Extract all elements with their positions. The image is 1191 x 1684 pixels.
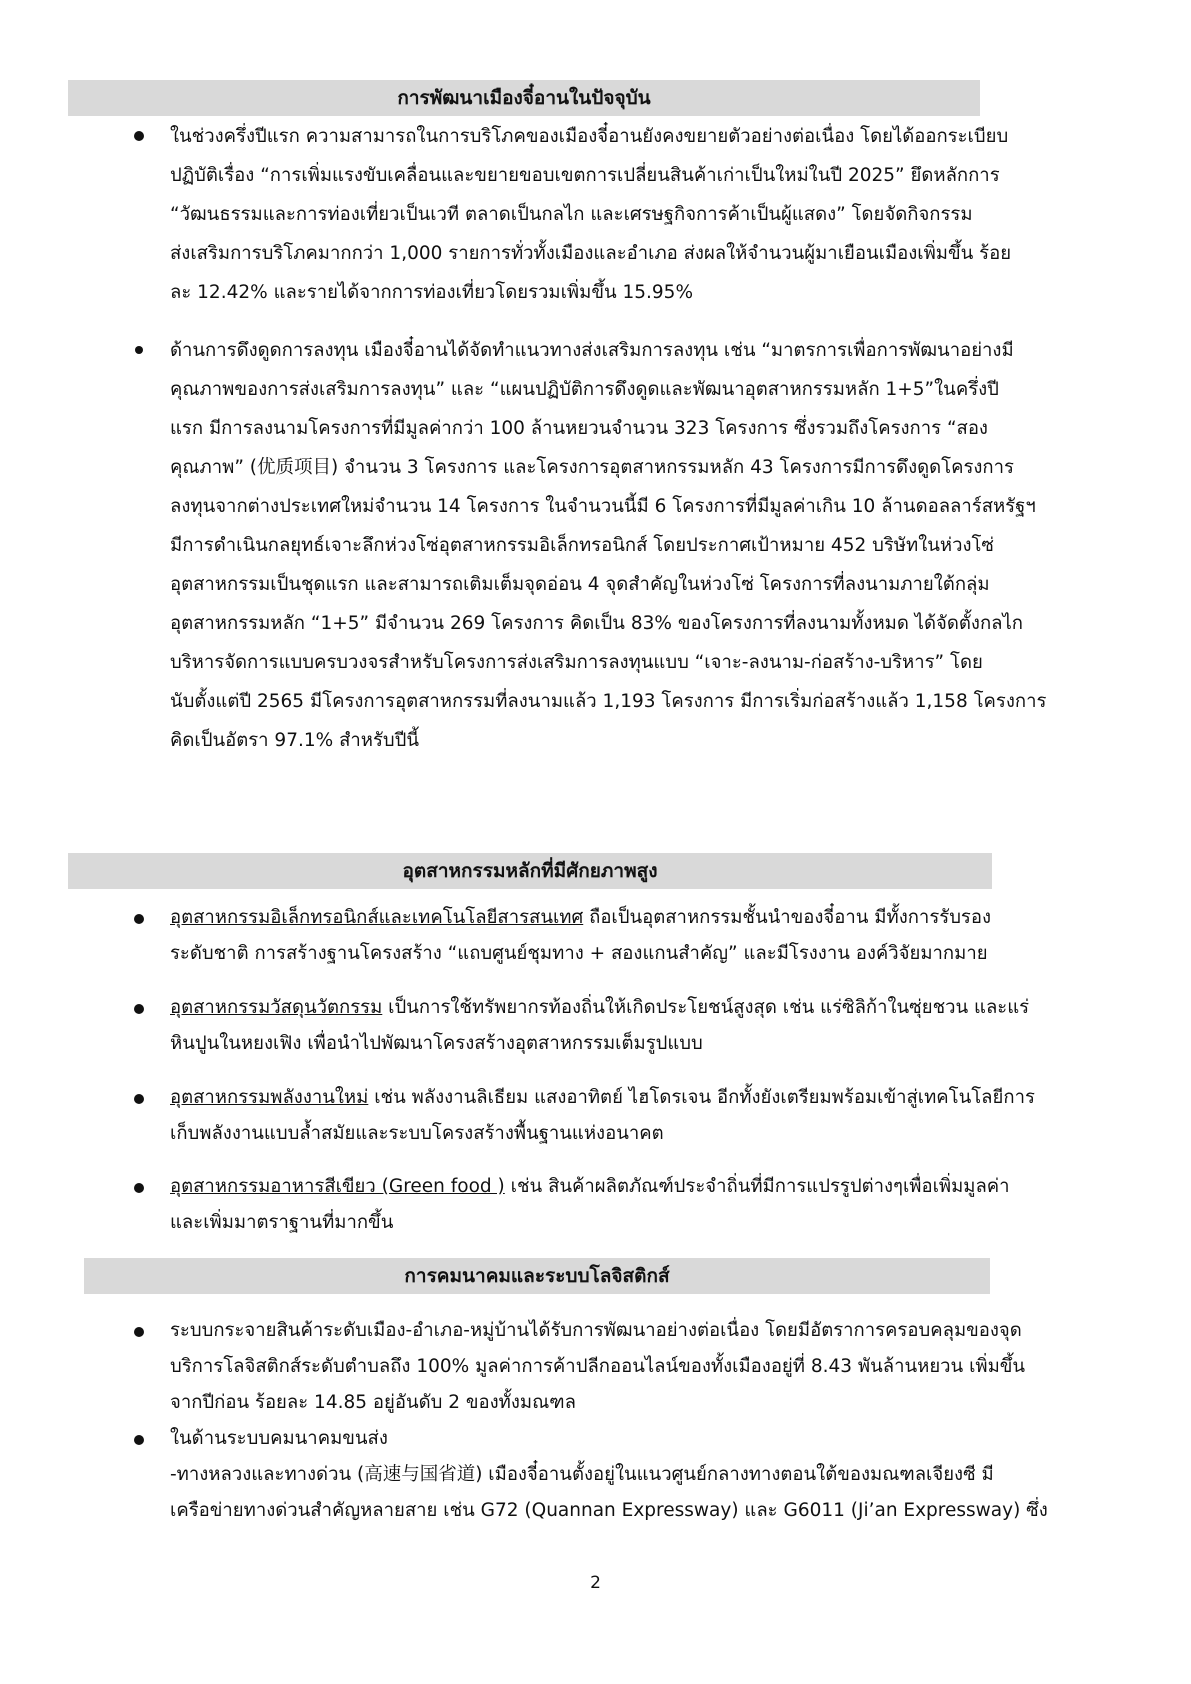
text-fragment: เป็นการใช้ทรัพยากรท้องถิ่นให้เกิดประโยชน์สูงสุด เช่น แร่ซิลิก้าในซุ่ยชวน และแร่ [382,997,1030,1018]
text-fragment: ถือเป็นอุตสาหกรรมชั้นนำของจี๋อาน มีทั้งการรับรอง [583,907,992,928]
paragraph [170,331,1090,760]
text-line: ส่งเสริมการบริโภคมากกว่า 1,000 รายการทั่วทั้งเมืองและอำเภอ ส่งผลให้จำนวนผู้มาเยือนเมืองเพิ่มขึ้น ร้อย [170,243,1012,264]
text-line: คุณภาพของการส่งเสริมการลงทุน” และ “แผนปฏิบัติการดึงดูดและพัฒนาอุตสาหกรรมหลัก 1+5”ในครึ่งปี [170,379,999,400]
paragraph [170,990,1090,1062]
text-line: “วัฒนธรรมและการท่องเที่ยวเป็นเวที ตลาดเป็นกลไก และเศรษฐกิจการค้าเป็นผู้แสดง” โดยจัดกิจกรรม [170,204,973,225]
paragraph [170,1080,1090,1152]
text-line: อุตสาหกรรมเป็นชุดแรก และสามารถเติมเต็มจุดอ่อน 4 จุดสำคัญในห่วงโซ่ โครงการที่ลงนามภายใต้กลุ่ม [170,574,990,595]
text-fragment: เช่น สินค้าผลิตภัณฑ์ประจำถิ่นที่มีการแปรรูปต่างๆเพื่อเพิ่มมูลค่า [504,1176,1010,1197]
text-line: คุณภาพ” (优质项目) จำนวน 3 โครงการ และโครงการอุตสาหกรรมหลัก 43 โครงการมีการดึงดูดโครงการ [170,457,1014,478]
text-line [170,900,1090,936]
text-fragment: เช่น พลังงานลิเธียม แสงอาทิตย์ ไฮโดรเจน อีกทั้งยังเตรียมพร้อมเข้าสู่เทคโนโลยีการ [368,1087,1035,1108]
bullet-icon [134,1435,144,1445]
section-heading: การพัฒนาเมืองจี๋อานในปัจจุบัน [68,80,980,116]
bullet-icon [134,1183,144,1193]
section-heading: อุตสาหกรรมหลักที่มีศักยภาพสูง [68,853,992,889]
paragraph [170,1169,1090,1241]
industry-title: อุตสาหกรรมอาหารสีเขียว (Green food ) [170,1176,505,1197]
bullet-icon [134,131,144,141]
text-line: มีการดำเนินกลยุทธ์เจาะลึกห่วงโซ่อุตสาหกรรมอิเล็กทรอนิกส์ โดยประกาศเป้าหมาย 452 บริษัทในห่วงโซ่ [170,535,994,556]
bullet-icon [135,346,143,354]
bullet-icon [134,1327,144,1337]
text-line: หินปูนในหยงเฟิง เพื่อนำไปพัฒนาโครงสร้างอุตสาหกรรมเต็มรูปแบบ [170,1033,703,1054]
text-line: บริการโลจิสติกส์ระดับตำบลถึง 100% มูลค่าการค้าปลีกออนไลน์ของทั้งเมืองอยู่ที่ 8.43 พันล้านหยวน เพิ่มขึ้น [170,1356,1026,1377]
bullet-icon [134,914,144,924]
industry-title: อุตสาหกรรมวัสดุนวัตกรรม [170,997,383,1018]
text-line: และเพิ่มมาตราฐานที่มากขึ้น [170,1212,394,1233]
industry-title: อุตสาหกรรมอิเล็กทรอนิกส์และเทคโนโลยีสารสนเทศ [170,907,584,928]
text-line [170,1169,1090,1205]
text-line: ในช่วงครึ่งปีแรก ความสามารถในการบริโภคของเมืองจี๋อานยังคงขยายตัวอย่างต่อเนื่อง โดยได้ออกระเบียบ [170,126,1009,147]
text-line: บริหารจัดการแบบครบวงจรสำหรับโครงการส่งเสริมการลงทุนแบบ “เจาะ-ลงนาม-ก่อสร้าง-บริหาร” โดย [170,652,983,673]
text-line: เครือข่ายทางด่วนสำคัญหลายสาย เช่น G72 (Quannan Expressway) และ G6011 (Ji’an Expressway) ซึ่ง [170,1500,1048,1521]
text-line [170,1080,1090,1116]
bullet-icon [134,1004,144,1014]
text-line: คิดเป็นอัตรา 97.1% สำหรับปีนี้ [170,730,420,751]
text-line: ปฏิบัติเรื่อง “การเพิ่มแรงขับเคลื่อนและขยายขอบเขตการเปลี่ยนสินค้าเก่าเป็นใหม่ในปี 2025” ยึดหลักการ [170,165,1000,186]
bullet-icon [134,1094,144,1104]
text-line: ระดับชาติ การสร้างฐานโครงสร้าง “แถบศูนย์ชุมทาง + สองแกนสำคัญ” และมีโรงงาน องค์วิจัยมากมาย [170,943,988,964]
paragraph [170,1421,1090,1529]
paragraph [170,1313,1090,1421]
paragraph [170,117,1090,312]
text-line: ละ 12.42% และรายได้จากการท่องเที่ยวโดยรวมเพิ่มขึ้น 15.95% [170,282,694,303]
paragraph [170,900,1090,972]
text-line: ลงทุนจากต่างประเทศใหม่จำนวน 14 โครงการ ในจำนวนนี้มี 6 โครงการที่มีมูลค่าเกิน 10 ล้านดอลลาร์สหรัฐฯ [170,496,1036,517]
text-line: -ทางหลวงและทางด่วน (高速与国省道) เมืองจี๋อานตั้งอยู่ในแนวศูนย์กลางทางตอนใต้ของมณฑลเจียงซี มี [170,1464,994,1485]
text-line: อุตสาหกรรมหลัก “1+5” มีจำนวน 269 โครงการ คิดเป็น 83% ของโครงการที่ลงนามทั้งหมด ได้จัดตั้งกลไก [170,613,1023,634]
industry-title: อุตสาหกรรมพลังงานใหม่ [170,1087,369,1108]
text-line [170,990,1090,1026]
text-line: เก็บพลังงานแบบล้ำสมัยและระบบโครงสร้างพื้นฐานแห่งอนาคต [170,1123,664,1144]
text-line: ระบบกระจายสินค้าระดับเมือง-อำเภอ-หมู่บ้านได้รับการพัฒนาอย่างต่อเนื่อง โดยมีอัตราการครอบคลุมของจุด [170,1320,1022,1341]
text-line: ด้านการดึงดูดการลงทุน เมืองจี๋อานได้จัดทำแนวทางส่งเสริมการลงทุน เช่น “มาตรการเพื่อการพัฒนาอย่างมี [170,340,1014,361]
section-heading: การคมนาคมและระบบโลจิสติกส์ [84,1258,990,1294]
text-line: จากปีก่อน ร้อยละ 14.85 อยู่อันดับ 2 ของทั้งมณฑล [170,1392,576,1413]
text-line: แรก มีการลงนามโครงการที่มีมูลค่ากว่า 100 ล้านหยวนจำนวน 323 โครงการ ซึ่งรวมถึงโครงการ “สอง [170,418,988,439]
text-line: นับตั้งแต่ปี 2565 มีโครงการอุตสาหกรรมที่ลงนามแล้ว 1,193 โครงการ มีการเริ่มก่อสร้างแล้ว 1,158 โครงการ [170,691,1047,712]
page-number: 2 [590,1573,601,1593]
text-line: ในด้านระบบคมนาคมขนส่ง [170,1428,388,1449]
